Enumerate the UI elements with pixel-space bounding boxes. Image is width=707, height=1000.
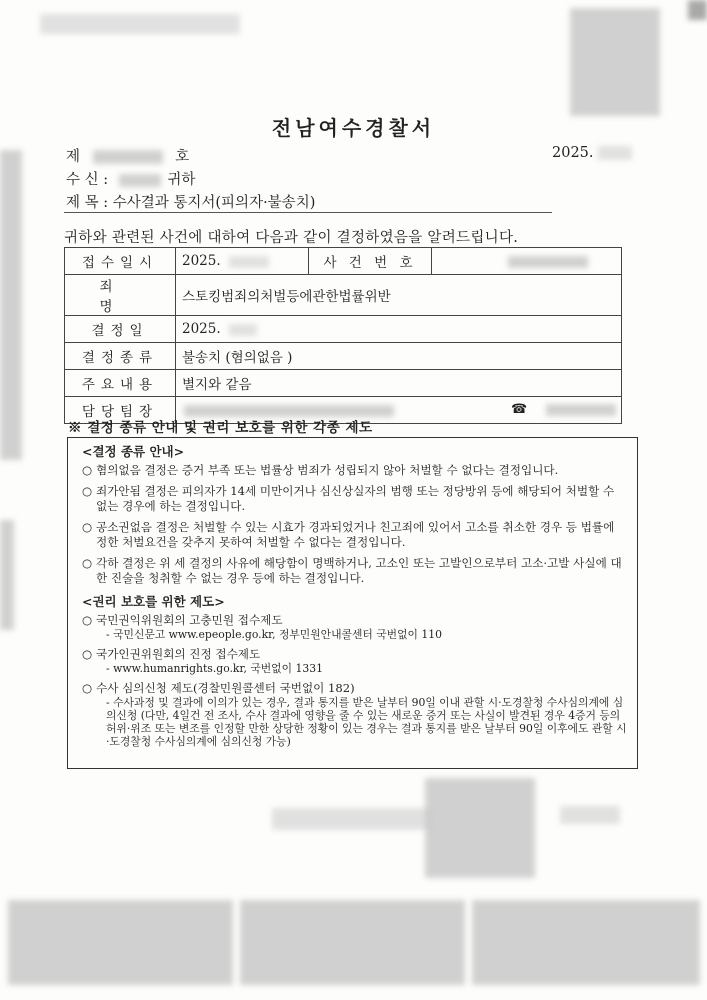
redacted-corner [688,0,707,20]
redacted-left-margin-lower [0,520,14,630]
main-content-label: 주요내용 [65,370,176,397]
rights-title: <권리 보호를 위한 제도> [82,594,225,609]
redacted-recipient [119,174,161,187]
list-item: ○ 공소권없음 결정은 처벌할 수 있는 시효가 경과되었거나 친고죄에 있어서 고소를 취소한 경우 등 법률에 정한 처벌요건을 갖추지 못하여 처벌할 수 없다는 결정입니다. [82,520,615,549]
list-item: ○ 국가인권위원회의 진정 접수제도 - www.humanrights.go.kr, 국번없이 1331 [82,647,627,675]
table-row [65,316,622,343]
recipient-line [66,168,195,189]
charge-label: 죄 명 [65,275,176,316]
table-row [65,343,622,370]
document-number-suffix: 호 [175,149,190,165]
list-item-detail: - www.humanrights.go.kr, 국번없이 1331 [106,662,323,675]
redacted-footer-right [472,900,700,985]
list-item: ○ 수사 심의신청 제도(경찰민원콜센터 국번없이 182) - 수사과정 및 결과에 이의가 있는 경우, 결과 통지를 받은 날부터 90일 이내 관할 시·도경찰청 수사심의계에 심의신청 (다만, 4일건 전 조사, 수사 결과에 영향을 줄 수 있는 새로운 증거 또는 사실이 발견된 경우 4증거 등의 허위·위조 또는 변조를 인정할 만한 상당한 정황이 있는 경우는 결과 통지를 받은 날부터 90일 이후에도 관할 시·도경찰청 수사심의계에 심의신청 가능) [82,681,627,748]
decision-date-value: 2025. [176,316,622,343]
notes-box [67,437,638,769]
table-row [65,370,622,397]
decision-type-label: 결정종류 [65,343,176,370]
list-item: ○ 국민권익위원회의 고충민원 접수제도 - 국민신문고 www.epeople.go.kr, 정부민원안내콜센터 국번없이 110 [82,613,627,641]
page-title: 전남여수경찰서 [271,116,436,140]
subject-divider [64,212,552,213]
table-row [65,275,622,316]
redacted-case-number [508,256,588,268]
redacted-footer-middle [240,900,465,985]
received-value: 2025. [176,248,309,275]
list-item: ○ 혐의없음 결정은 증거 부족 또는 법률상 범죄가 성립되지 않아 처벌할 수 없다는 결정입니다. [82,463,559,477]
redacted-decision-date [229,324,257,336]
officer-label: 담당팀장 [65,397,176,424]
redacted-header-text [40,14,240,34]
redacted-phone-number [546,404,616,416]
case-number-label: 사 건 번 호 [309,248,432,275]
decision-types-title: <결정 종류 안내> [82,444,185,459]
document-number-prefix: 제 [66,149,81,165]
redacted-received-date [229,256,269,268]
case-number-value [432,248,622,275]
redacted-left-margin [0,150,22,460]
redacted-officer-name [184,405,394,417]
redacted-date [598,146,632,160]
main-content-value: 별지와 같음 [176,370,622,397]
list-item: ○ 각하 결정은 위 세 결정의 사유에 해당함이 명백하거나, 고소인 또는 고발인으로부터 고소·고발 사실에 대한 진술을 청취할 수 없는 경우 등에 하는 결정입니다. [82,556,622,585]
decision-type-value: 불송치 (혐의없음 ) [176,343,622,370]
intro-text: 귀하와 관련된 사건에 대하여 다음과 같이 결정하였음을 알려드립니다. [64,230,519,246]
list-item-detail: - 수사과정 및 결과에 이의가 있는 경우, 결과 통지를 받은 날부터 90일 이내 관할 시·도경찰청 수사심의계에 심의신청 (다만, 4일건 전 조사, 수사 결과에 영향을 줄 수 있는 새로운 증거 또는 사실이 발견된 경우 4증거 등의 허위·위조 또는 변조를 인정할 만한 상당한 정황이 있는 경우는 결과 통지를 받은 날부터 90일 이후에도 관할 시·도경찰청 수사심의계에 심의신청 가능) [106,696,627,748]
table-row [65,248,622,275]
redacted-issuer-right [560,806,620,824]
redacted-seal [425,778,535,878]
subject-line [66,191,315,212]
list-item: ○ 죄가안됨 결정은 피의자가 14세 미만이거나 심신상실자의 범행 또는 정당방위 등에 해당되어 처벌할 수 없는 경우에 하는 결정입니다. [82,484,615,513]
document-date: 2025. [552,145,632,161]
redacted-stamp-area [570,8,660,116]
subject-text: 수사결과 통지서(피의자·불송치) [112,195,316,211]
redacted-issuer-line [272,808,432,830]
notes-heading: ※ 결정 종류 안내 및 권리 보호를 위한 각종 제도 [68,420,373,436]
subject-label: 제 목 : [66,195,109,211]
document-number-line [66,145,189,166]
case-info-table [64,247,622,424]
received-label: 접수일시 [65,248,176,275]
recipient-suffix: 귀하 [167,172,196,188]
redacted-footer-left [8,900,233,985]
charge-value: 스토킹범죄의처벌등에관한법률위반 [176,275,622,316]
phone-icon: ☎ [511,402,528,417]
recipient-label: 수 신 : [66,172,109,188]
decision-date-label: 결정일 [65,316,176,343]
redacted-document-number [93,150,163,164]
list-item-detail: - 국민신문고 www.epeople.go.kr, 정부민원안내콜센터 국번없이 110 [106,628,443,641]
